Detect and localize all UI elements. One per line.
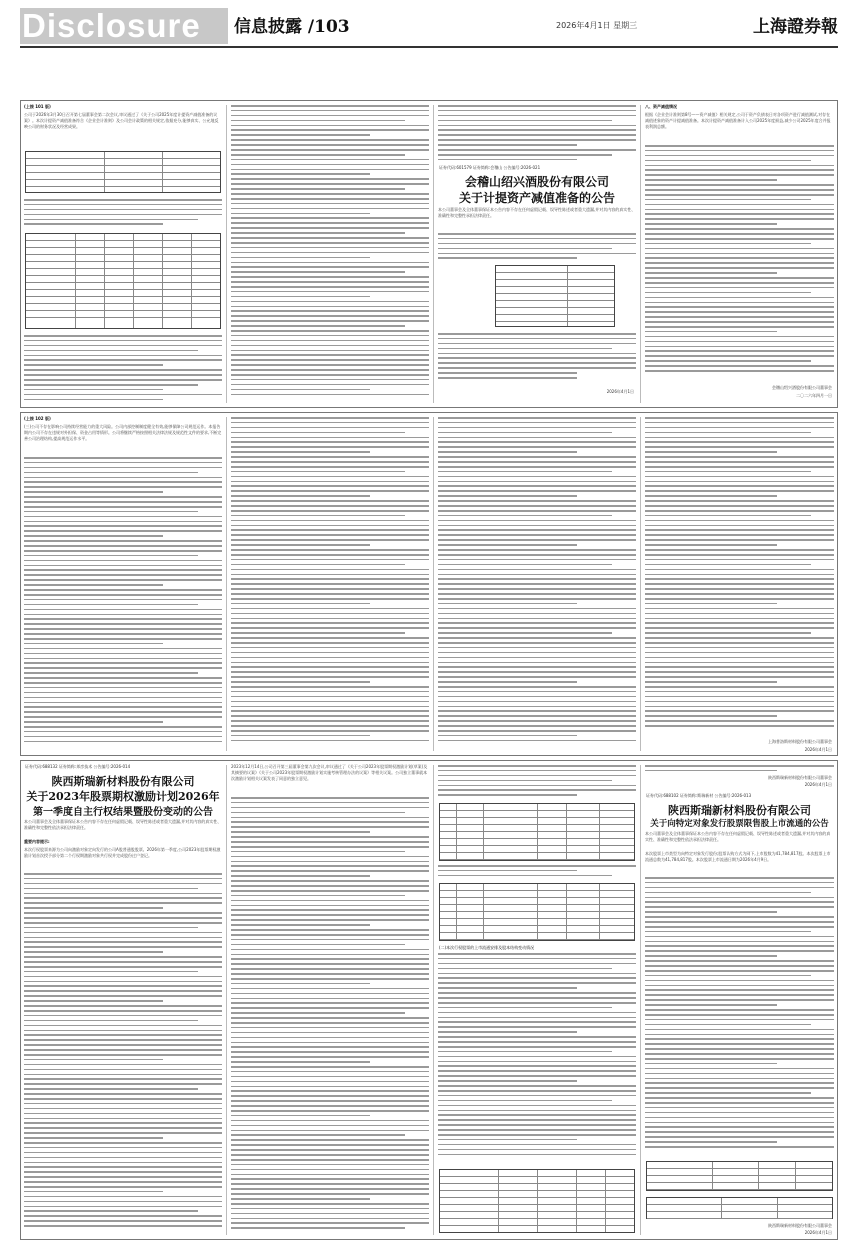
- column-divider: [640, 765, 641, 1235]
- notice-code-line: 证券代码:601579 证券简称:会稽山 公告编号:2026-021: [439, 165, 541, 170]
- top-col-3: [435, 101, 639, 407]
- table-5: [439, 883, 635, 941]
- mid-continued-label: (上接 102 版): [24, 416, 51, 421]
- text-lines-n: [438, 765, 636, 799]
- column-divider: [226, 105, 227, 403]
- left-notice-code-line: 证券代码:688132 证券简称:邦彦技术 公告编号:2026-014: [25, 764, 131, 769]
- column-divider: [226, 765, 227, 1235]
- right-col-sign: 会稽山绍兴酒股份有限公司董事会: [772, 385, 832, 390]
- text-lines-o: [438, 865, 636, 879]
- table-2: [25, 233, 221, 329]
- text-lines-m: [231, 797, 429, 1237]
- left-notice-title-line-3: 第一季度自主行权结果暨股份变动的公告: [33, 807, 213, 818]
- left-notice-intro: 本公司董事会及全体董事保证本公告内容不存在任何虚假记载、误导性陈述或者重大遗漏,并对其内容的真实性、准确性和完整性依法承担法律责任。: [24, 819, 222, 830]
- newspaper-brand: 上海證券報: [753, 17, 838, 37]
- text-lines-a: [24, 199, 222, 229]
- right-notice-intro: 本公司董事会及全体董事保证本公告内容不存在任何虚假记载、误导性陈述或者重大遗漏,并对其内容的真实性、准确性和完整性依法承担法律责任。: [645, 831, 831, 842]
- text-lines-q: [645, 765, 834, 775]
- text-lines-l: [24, 873, 222, 1237]
- text-lines-r: [645, 877, 834, 1157]
- text-lines-b: [24, 335, 222, 405]
- notice-subject-title: 关于计提资产减值准备的公告: [458, 191, 615, 205]
- tables-caption: (二)本次行权股票的上市流通安排及股本结构变动情况: [439, 945, 535, 950]
- right-col-heading: 八、资产减值情况: [645, 104, 677, 109]
- bottom-col-2: [228, 761, 432, 1239]
- bottom-band: [20, 760, 838, 1240]
- notice-company-title: 会稽山绍兴酒股份有限公司: [464, 175, 609, 189]
- table-1: [25, 151, 221, 193]
- right-col-date: 二〇二六年四月一日: [796, 393, 832, 398]
- text-lines-c: [231, 105, 429, 405]
- column-divider: [433, 417, 434, 751]
- table-3: [495, 265, 615, 327]
- text-lines-h: [24, 457, 222, 753]
- mid-col-4: [642, 413, 837, 755]
- top-intro-text: 公司于2026年3月30日召开第七届董事会第二次会议,审议通过了《关于公司2025年度计提资产减值准备的议案》。本次计提资产减值准备符合《企业会计准则》及公司会计政策的相关规定,依据充分,能够真实、公允地反映公司的财务状况及经营成果。: [24, 112, 219, 129]
- column-divider: [640, 417, 641, 751]
- mid-col-3: [435, 413, 639, 755]
- column-divider: [226, 417, 227, 751]
- right-notice-date: 2026年4月1日: [804, 1230, 832, 1235]
- text-lines-j: [438, 417, 636, 753]
- bottom-col-3: [435, 761, 639, 1239]
- mid-right-sign: 上海普洛斯材料股份有限公司董事会: [768, 739, 832, 744]
- right-top-sign: 陕西斯瑞新材料股份有限公司董事会: [768, 775, 832, 780]
- column-divider: [640, 105, 641, 403]
- text-lines-e: [438, 233, 636, 263]
- top-col-4: [642, 101, 837, 407]
- notice-date-small: 2026年4月1日: [606, 389, 634, 394]
- bottom-col-4: [642, 761, 837, 1239]
- top-col-1: [21, 101, 225, 407]
- table-8: [646, 1197, 833, 1219]
- column-divider: [433, 105, 434, 403]
- mid-intro-text: (三)公司不存在影响公司持续经营能力的重大风险。公司内部控制制度健全有效,能够保障公司规范运作。本报告期内公司不存在违规对外担保、资金占用等情形。公司将继续严格按照相关法律法规及规范性文件的要求,不断完善公司治理结构,提高规范运作水平。: [24, 424, 222, 441]
- text-lines-f: [438, 333, 636, 383]
- right-notice-sign: 陕西斯瑞新材料股份有限公司董事会: [768, 1223, 832, 1228]
- right-notice-text: 本次股票上市类型为向特定对象发行股份;股票认购方式为网下,上市股数为41,784,817股。本次股票上市流通总数为41,784,817股。本次股票上市流通日期为2026年4月9日。: [645, 851, 831, 862]
- right-notice-code-line: 证券代码:688102 证券简称:斯瑞新材 公告编号:2026-013: [646, 793, 752, 798]
- mid-col-1: [21, 413, 225, 755]
- right-top-date: 2026年4月1日: [804, 782, 832, 787]
- left-notice-important: 重要内容提示:: [24, 839, 50, 844]
- table-7: [646, 1161, 833, 1191]
- bottom-col-1: [21, 761, 225, 1239]
- table-4: [439, 803, 635, 861]
- notice-intro: 本公司董事会及全体董事保证本公告内容不存在任何虚假记载、误导性陈述或者重大遗漏,并对其内容的真实性、准确性和完整性承担法律责任。: [438, 207, 636, 218]
- mid-right-date: 2026年4月1日: [804, 747, 832, 752]
- right-notice-subject-title: 关于向特定对象发行股票限售股上市流通的公告: [650, 819, 829, 829]
- mid-col-2: [228, 413, 432, 755]
- left-notice-text: 本次行权股票来源为公司向激励对象定向发行的公司A股普通股股票。2026年第一季度,公司2023年股票期权激励计划首次授予部分第二个行权期激励对象共行权并完成股份过户登记。: [24, 847, 221, 858]
- section-logo: Disclosure: [20, 8, 228, 44]
- text-lines-p: [438, 953, 636, 1163]
- issue-date: 2026年4月1日 星期三: [556, 21, 638, 30]
- masthead-rule: [20, 46, 838, 48]
- text-lines-g: [645, 145, 834, 381]
- section-title: 信息披露 /103: [234, 17, 350, 37]
- top-col-2: [228, 101, 432, 407]
- middle-band: [20, 412, 838, 756]
- text-lines-d: [438, 105, 636, 163]
- left-notice-title-line-2: 关于2023年股票期权激励计划2026年: [26, 790, 220, 803]
- right-notice-company-title: 陕西斯瑞新材料股份有限公司: [668, 804, 811, 817]
- continued-label: (上接 101 版): [24, 104, 51, 109]
- left-notice-company-title: 陕西斯瑞新材料股份有限公司: [51, 775, 195, 788]
- text-lines-k: [645, 417, 834, 735]
- table-6: [439, 1169, 635, 1233]
- top-band: [20, 100, 838, 408]
- bottom-middle-text: 2023年12月14日,公司召开第三届董事会第九次会议,审议通过了《关于公司2023年股票期权激励计划(草案)及其摘要的议案》《关于公司2023年股票期权激励计划实施考核管理办法的议案》等相关议案。公司独立董事就本次激励计划相关议案发表了同意的独立意见。: [231, 764, 428, 781]
- right-col-text: 根据《企业会计准则第8号——资产减值》相关规定,公司于资产负债表日对各项资产进行减值测试,对存在减值迹象的资产计提减值准备。本次计提资产减值准备计入公司2025年度损益,减少公司2025年度合并报表利润总额。: [645, 112, 831, 129]
- text-lines-i: [231, 417, 429, 753]
- column-divider: [433, 765, 434, 1235]
- masthead: [20, 8, 838, 44]
